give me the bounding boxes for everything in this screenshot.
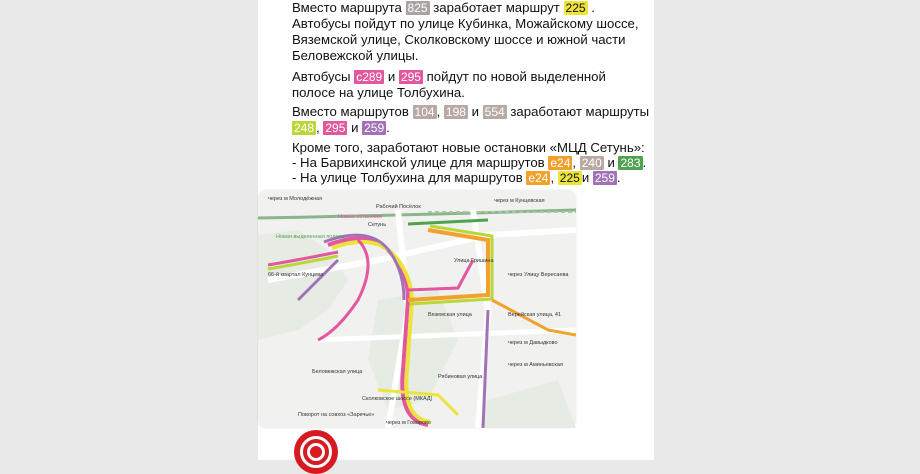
label-kvartal: 66-й квартал Кунцева bbox=[268, 272, 324, 278]
route-badge: е24 bbox=[550, 156, 571, 170]
route-badge: е24 bbox=[528, 171, 549, 185]
text: и bbox=[581, 170, 590, 185]
route-badge: с289 bbox=[356, 70, 383, 84]
label-veresaeva: через Улицу Вересаева bbox=[508, 272, 569, 278]
label-vyazemskaya: Вяземская улица bbox=[428, 312, 472, 318]
paragraph-line bbox=[292, 69, 606, 85]
text: заработает маршрут bbox=[433, 0, 560, 15]
paragraph-line bbox=[292, 170, 621, 186]
label-new-stops: Новые остановки bbox=[338, 214, 383, 220]
route-badge: 198 bbox=[445, 105, 466, 119]
text: . bbox=[591, 0, 595, 15]
article-card bbox=[258, 0, 654, 460]
label-povorot: Поворот на совхоз «Заречье» bbox=[298, 412, 375, 418]
label-ryabinovaya: Рябиновая улица bbox=[438, 374, 483, 380]
text: пойдут по новой выделенной bbox=[426, 69, 606, 84]
label-grekova: Улица Гришина bbox=[454, 258, 494, 264]
text: и bbox=[607, 155, 615, 170]
route-badge: 248 bbox=[294, 121, 315, 135]
route-badge: 225 bbox=[559, 171, 580, 185]
label-molodezhnaya: через м Молодёжная bbox=[268, 196, 323, 202]
label-vereyskaya: Верейская улица, 41 bbox=[508, 312, 562, 318]
text: Вместо маршрутов bbox=[292, 104, 409, 119]
paragraph-line: полосе на улице Толбухина. bbox=[292, 85, 465, 100]
route-badge: 104 bbox=[414, 105, 435, 119]
route-badge: 259 bbox=[364, 121, 385, 135]
paragraph-line bbox=[292, 120, 390, 136]
text: Вместо маршрута bbox=[292, 0, 402, 15]
route-badge: 295 bbox=[400, 70, 421, 84]
text: . bbox=[386, 120, 390, 135]
paragraph-line: Автобусы пойдут по улице Кубинка, Можайскому шоссе, bbox=[292, 16, 639, 31]
text: - На улице Толбухина для маршрутов bbox=[292, 170, 523, 185]
route-badge: 240 bbox=[581, 156, 602, 170]
paragraph-line bbox=[292, 0, 595, 16]
text: , bbox=[572, 155, 577, 170]
label-davydkovo: через м Давыдково bbox=[508, 340, 558, 346]
label-skolkovskoe: Сколковское шоссе (МКАД) bbox=[362, 396, 433, 402]
text: , bbox=[550, 170, 555, 185]
text: и bbox=[387, 69, 396, 84]
text: Автобусы bbox=[292, 69, 351, 84]
paragraph-line: Кроме того, заработают новые остановки «МЦД Сетунь»: bbox=[292, 140, 645, 155]
route-badge: 259 bbox=[594, 171, 615, 185]
route-badge: 554 bbox=[484, 105, 505, 119]
text: , bbox=[436, 104, 441, 119]
paragraph-line bbox=[292, 104, 649, 120]
paragraph-line bbox=[292, 155, 646, 171]
text: и bbox=[471, 104, 479, 119]
mosgortrans-logo-icon bbox=[294, 430, 338, 474]
text: и bbox=[351, 120, 359, 135]
route-badge: 225 bbox=[565, 1, 586, 15]
route-map-svg bbox=[258, 190, 576, 428]
label-new-lane: Новая выделенная полоса bbox=[276, 234, 345, 240]
label-belovezhskaya: Беловежская улица bbox=[312, 369, 363, 375]
paragraph-line: Вяземской улице, Сколковскому шоссе и южной части bbox=[292, 32, 626, 47]
text: . bbox=[616, 170, 621, 185]
route-badge: 825 bbox=[407, 1, 428, 15]
label-kuntsevskaya: через м Кунцевская bbox=[494, 198, 545, 204]
label-rabochiy: Рабочий Посёлок bbox=[376, 204, 421, 210]
text: - На Барвихинской улице для маршрутов bbox=[292, 155, 545, 170]
label-aminyevskaya: через м Аминьевская bbox=[508, 362, 563, 368]
label-govorovo: через м Говорово bbox=[386, 420, 431, 426]
route-badge: 295 bbox=[325, 121, 346, 135]
text: заработают маршруты bbox=[510, 104, 650, 119]
route-badge: 283 bbox=[620, 156, 641, 170]
text: . bbox=[642, 155, 647, 170]
text: , bbox=[316, 120, 320, 135]
label-setun: Сетунь bbox=[368, 222, 387, 228]
paragraph-line: Беловежской улицы. bbox=[292, 48, 419, 63]
route-map bbox=[258, 190, 576, 428]
